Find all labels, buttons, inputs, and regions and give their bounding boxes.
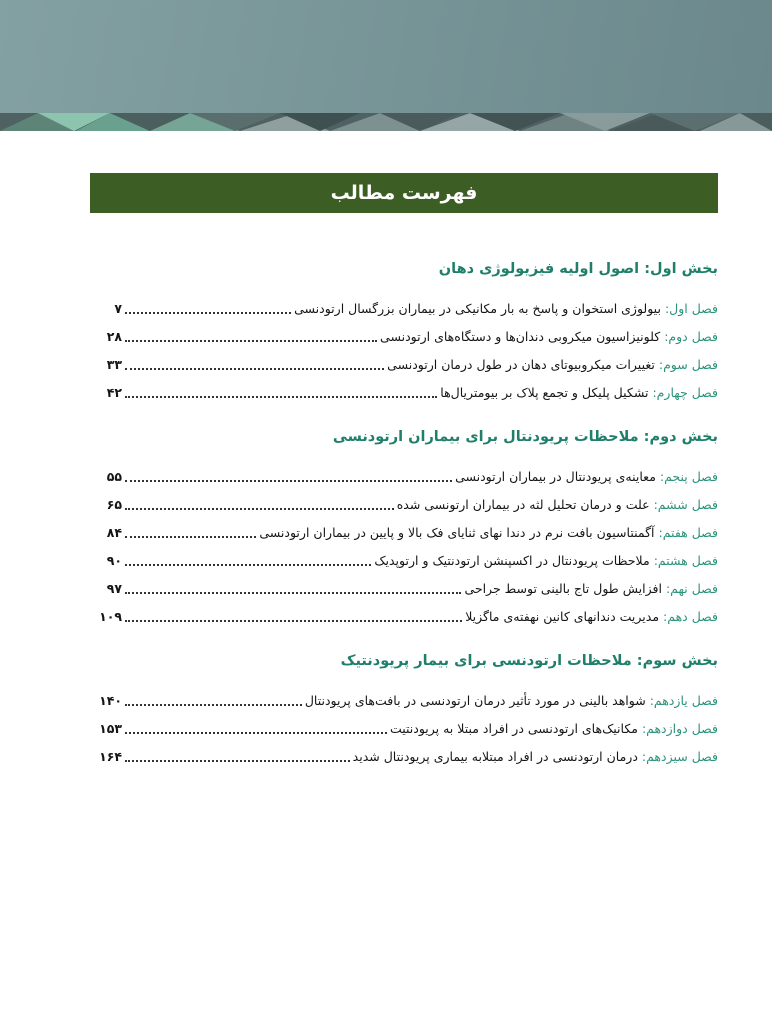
- page-number: ۳۳: [106, 357, 122, 372]
- chapter-label: فصل پنجم:: [659, 469, 718, 484]
- chapter-title: درمان ارتودنسی در افراد مبتلابه بیماری پریودنتال شدید: [352, 749, 638, 764]
- dot-leader: [125, 592, 461, 594]
- chapter-label: فصل دوم:: [664, 329, 718, 344]
- chapter-title-group: [387, 351, 718, 379]
- dot-leader: [125, 704, 302, 706]
- page-number: ۴۲: [106, 385, 122, 400]
- chapter-title-group: [464, 575, 718, 603]
- toc-title: فهرست مطالب: [330, 182, 478, 204]
- dot-leader: [125, 760, 350, 762]
- chapter-label: فصل چهارم:: [652, 385, 718, 400]
- chapter-title: تغییرات میکروبیوتای دهان در طول درمان ارتودنسی: [387, 357, 655, 372]
- page-number: ۱۴۰: [99, 693, 122, 708]
- page-number: ۱۵۳: [99, 721, 122, 736]
- chapter-entry: [90, 463, 718, 491]
- dot-leader: [125, 480, 452, 482]
- chapter-title-group: [440, 379, 718, 407]
- chapter-label: فصل دوازدهم:: [641, 721, 718, 736]
- header-banner: [0, 0, 772, 131]
- part-heading: بخش اول: اصول اولیه فیزیولوژی دهان: [438, 261, 718, 277]
- page-number: ۹۷: [106, 581, 122, 596]
- chapter-label: فصل اول:: [664, 301, 718, 316]
- part-heading: بخش دوم: ملاحظات پریودنتال برای بیماران ارتودنسی: [332, 429, 718, 445]
- chapter-title: شواهد بالینی در مورد تأثیر درمان ارتودنسی در بافت‌های پریودنتال: [304, 693, 646, 708]
- chapter-entry: [90, 715, 718, 743]
- part-heading: بخش سوم: ملاحظات ارتودنسی برای بیمار پریودنتیک: [340, 653, 718, 669]
- chapter-entry: [90, 491, 718, 519]
- chapter-title-group: [455, 463, 718, 491]
- dot-leader: [125, 340, 377, 342]
- chapter-title: معاینه‌ی پریودنتال در بیماران ارتودنسی: [455, 469, 656, 484]
- chapter-title: ملاحظات پریودنتال در اکسپنشن ارتودنتیک و ارتوپدیک: [374, 553, 650, 568]
- chapter-title: مدیریت دندانهای کانین نهفته‌ی ماگزیلا: [465, 609, 660, 624]
- chapter-entry: [90, 547, 718, 575]
- banner-triangle-pattern: [0, 113, 772, 131]
- chapter-entry: [90, 603, 718, 631]
- dot-leader: [125, 732, 387, 734]
- dot-leader: [125, 620, 462, 622]
- chapter-title-group: [259, 519, 718, 547]
- chapter-title-group: [397, 491, 718, 519]
- chapter-entry: [90, 323, 718, 351]
- dot-leader: [125, 508, 394, 510]
- chapter-label: فصل یازدهم:: [649, 693, 718, 708]
- chapter-title-group: [374, 547, 718, 575]
- page-number: ۵۵: [106, 469, 122, 484]
- page-number: ۶۵: [106, 497, 122, 512]
- page-number: ۷: [114, 301, 122, 316]
- chapter-entry: [90, 379, 718, 407]
- page-number: ۸۴: [106, 525, 122, 540]
- page-number: ۹۰: [106, 553, 122, 568]
- chapter-title: افزایش طول تاج بالینی توسط جراحی: [464, 581, 662, 596]
- chapter-entry: [90, 575, 718, 603]
- chapter-label: فصل سوم:: [658, 357, 718, 372]
- chapter-title-group: [380, 323, 718, 351]
- dot-leader: [125, 536, 256, 538]
- toc-title-bar: [90, 173, 718, 213]
- chapter-title: تشکیل پلیکل و تجمع پلاک بر بیومتریال‌ها: [440, 385, 649, 400]
- part-3: [90, 649, 718, 771]
- chapter-title: بیولوژی استخوان و پاسخ به بار مکانیکی در بیماران بزرگسال ارتودنسی: [294, 301, 661, 316]
- dot-leader: [125, 312, 291, 314]
- page-number: ۱۰۹: [99, 609, 122, 624]
- table-of-contents: [90, 173, 718, 771]
- dot-leader: [125, 564, 371, 566]
- chapter-title: مکانیک‌های ارتودنسی در افراد مبتلا به پریودنتیت: [389, 721, 638, 736]
- chapter-label: فصل نهم:: [665, 581, 718, 596]
- chapter-label: فصل دهم:: [663, 609, 718, 624]
- chapter-title-group: [390, 715, 718, 743]
- chapter-title-group: [294, 295, 718, 323]
- part-2: [90, 425, 718, 631]
- chapter-entry: [90, 519, 718, 547]
- chapter-label: فصل هفتم:: [658, 525, 718, 540]
- chapter-title: آگمنتاسیون بافت نرم در دندا نهای ثنایای فک بالا و پایین در بیماران ارتودنسی: [259, 525, 655, 540]
- chapter-entry: [90, 295, 718, 323]
- part-1: [90, 257, 718, 407]
- chapter-entry: [90, 743, 718, 771]
- chapter-title-group: [465, 603, 718, 631]
- chapter-label: فصل سیزدهم:: [641, 749, 718, 764]
- chapter-label: فصل ششم:: [653, 497, 718, 512]
- chapter-entry: [90, 687, 718, 715]
- page-number: ۲۸: [106, 329, 122, 344]
- chapter-title: کلونیزاسیون میکروبی دندان‌ها و دستگاه‌های ارتودنسی: [380, 329, 661, 344]
- dot-leader: [125, 368, 384, 370]
- chapter-title-group: [305, 687, 718, 715]
- page-number: ۱۶۴: [99, 749, 122, 764]
- chapter-entry: [90, 351, 718, 379]
- chapter-label: فصل هشتم:: [653, 553, 718, 568]
- chapter-title-group: [353, 743, 718, 771]
- chapter-title: علت و درمان تحلیل لثه در بیماران ارتونسی شده: [396, 497, 650, 512]
- dot-leader: [125, 396, 437, 398]
